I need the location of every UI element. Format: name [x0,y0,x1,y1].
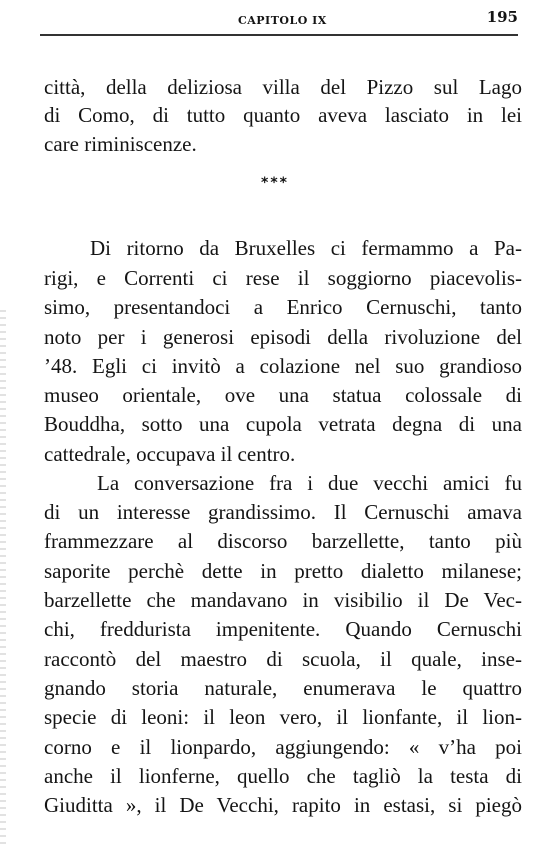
text-line: barzellette che mandavano in visibilio il De Vec- [44,588,522,612]
section-separator: *** [261,175,289,191]
text-line: chi, freddurista impenitente. Quando Cernuschi [44,617,522,641]
header-rule [40,34,518,36]
running-header [40,6,518,40]
text-line: museo orientale, ove una statua colossale di [44,383,522,407]
text-line: città, della deliziosa villa del Pizzo sul Lago [44,75,522,99]
text-line: di un interesse grandissimo. Il Cernuschi amava [44,500,522,524]
text-line: care riminiscenze. [44,132,197,156]
text-line: Giuditta », il De Vecchi, rapito in estasi, si piegò [44,793,522,817]
text-line: ’48. Egli ci invitò a colazione nel suo grandioso [44,354,522,378]
paragraph-first-line: Di ritorno da Bruxelles ci fermammo a Pa- [90,236,522,260]
text-line: gnando storia naturale, enumerava le quattro [44,676,522,700]
paragraph-first-line: La conversazione fra i due vecchi amici fu [97,471,522,495]
text-line: corno e il lionpardo, aggiungendo: « v’ha poi [44,735,522,759]
text-line: Bouddha, sotto una cupola vetrata degna di una [44,412,522,436]
text-line: di Como, di tutto quanto aveva lasciato in lei [44,103,522,127]
scanned-page-edge [0,310,6,845]
text-line: raccontò del maestro di scuola, il quale, inse- [44,647,522,671]
chapter-title: CAPITOLO IX [238,14,327,27]
text-line: saporite perchè dette in pretto dialetto milanese; [44,559,522,583]
text-line: frammezzare al discorso barzellette, tanto più [44,529,522,553]
page-number: 195 [486,8,518,26]
text-line: simo, presentandoci a Enrico Cernuschi, tanto [44,295,522,319]
text-line: anche il lionferne, quello che tagliò la testa di [44,764,522,788]
text-line: noto per i generosi episodi della rivoluzione del [44,325,522,349]
text-line: cattedrale, occupava il centro. [44,442,296,466]
text-line: specie di leoni: il leon vero, il lionfante, il lion- [44,705,522,729]
text-line: rigi, e Correnti ci rese il soggiorno piacevolis- [44,266,522,290]
